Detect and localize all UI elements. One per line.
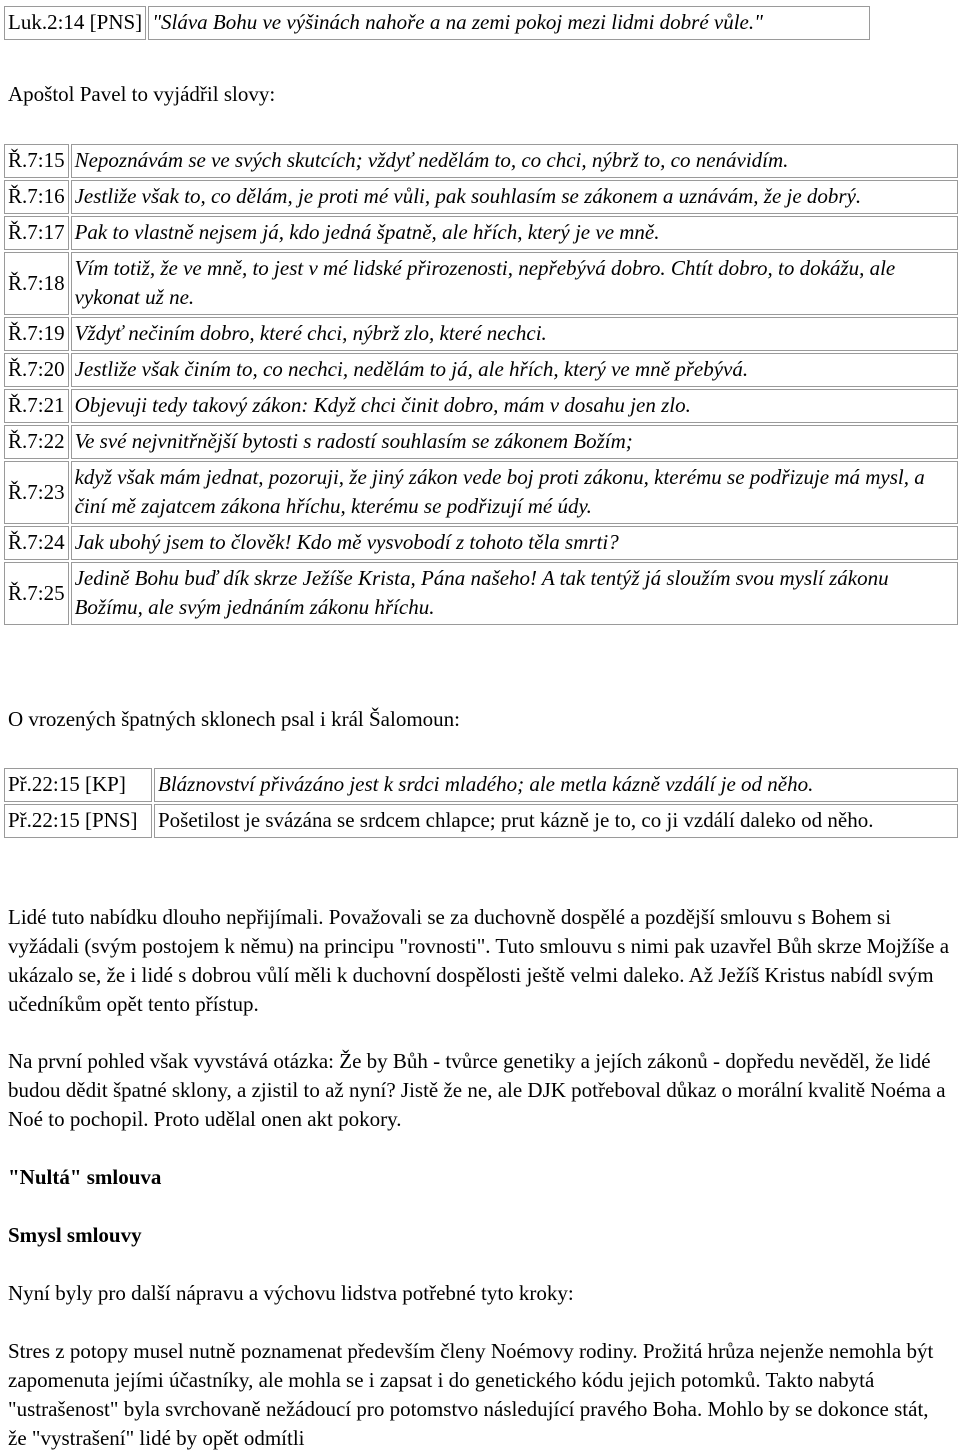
verse-ref: Ř.7:24 (4, 526, 69, 560)
proverbs-table (2, 766, 960, 840)
verse-text: Pak to vlastně nejsem já, kdo jedná špatně, ale hřích, který je ve mně. (71, 216, 958, 250)
section-heading: "Nultá" smlouva (8, 1165, 162, 1189)
romans-verses-table (2, 142, 960, 627)
paragraph: Lidé tuto nabídku dlouho nepřijímali. Považovali se za duchovně dospělé a pozdější smlouvu s Bohem si vyžádali (svým postojem k němu) na principu "rovnosti". Tuto smlouvu s nimi pak uzavřel Bůh skrze Mojžíše a ukázalo se, že i lidé s dobrou vůlí měli k duchovní dospělosti ještě velmi daleko. Až Ježíš Kristus nabídl svým učedníkům opět tento přístup. (8, 905, 950, 1016)
verse-ref: Ř.7:23 (4, 461, 69, 524)
verse-text: Pošetilost je svázána se srdcem chlapce; prut kázně je to, co ji vzdálí daleko od něho. (154, 804, 958, 838)
intro-paul: Apoštol Pavel to vyjádřil slovy: (8, 82, 276, 106)
table-row (4, 180, 958, 214)
verse-ref: Ř.7:22 (4, 425, 69, 459)
table-row (4, 252, 958, 315)
verse-text: Jak ubohý jsem to člověk! Kdo mě vysvobodí z tohoto těla smrti? (71, 526, 958, 560)
luke-quote-table (2, 4, 872, 42)
verse-text: Objevuji tedy takový zákon: Když chci činit dobro, mám v dosahu jen zlo. (71, 389, 958, 423)
table-row (4, 804, 958, 838)
verse-ref: Ř.7:18 (4, 252, 69, 315)
table-row (4, 389, 958, 423)
verse-text: Jestliže však to, co dělám, je proti mé vůli, pak souhlasím se zákonem a uznávám, že je dobrý. (71, 180, 958, 214)
verse-ref: Ř.7:20 (4, 353, 69, 387)
verse-ref: Př.22:15 [KP] (4, 768, 152, 802)
verse-text: když však mám jednat, pozoruji, že jiný zákon vede boj proti zákonu, kterému se podřizuje má mysl, a činí mě zajatcem zákona hříchu, kterému se podřizují mé údy. (71, 461, 958, 524)
verse-text: Bláznovství přivázáno jest k srdci mladého; ale metla kázně vzdálí je od něho. (154, 768, 958, 802)
table-row (4, 144, 958, 178)
verse-text: Vím totiž, že ve mně, to jest v mé lidské přirozenosti, nepřebývá dobro. Chtít dobro, to dokážu, ale vykonat už ne. (71, 252, 958, 315)
paragraph: Na první pohled však vyvstává otázka: Že by Bůh - tvůrce genetiky a jejích zákonů - dopředu nevěděl, že lidé budou dědit špatné sklony, a zjistil to až nyní? Jistě že ne, ale DJK potřeboval důkaz o morální kvalitě Noéma a Noé to pochopil. Proto udělal onen akt pokory. (8, 1049, 946, 1131)
table-row (4, 526, 958, 560)
verse-ref: Ř.7:16 (4, 180, 69, 214)
table-row (4, 6, 870, 40)
verse-ref: Př.22:15 [PNS] (4, 804, 152, 838)
paragraph: Stres z potopy musel nutně poznamenat především členy Noémovy rodiny. Prožitá hrůza nejenže nemohla být zapomenuta jejími účastníky, ale mohla se i zapsat i do genetického kódu jejich potomků. Takto nabytá "ustrašenost" byla svrchovaně nežádoucí pro potomstvo následující pravého Boha. Mohlo by se dokonce stát, že "vystrašení" lidé by opět odmítli (8, 1339, 934, 1450)
subsection-heading: Smysl smlouvy (8, 1223, 142, 1247)
verse-text: Jestliže však činím to, co nechci, nedělám to já, ale hřích, který ve mně přebývá. (71, 353, 958, 387)
verse-ref: Luk.2:14 [PNS] (4, 6, 146, 40)
intro-solomon: O vrozených špatných sklonech psal i král Šalomoun: (8, 707, 460, 731)
verse-text: Ve své nejvnitřnější bytosti s radostí souhlasím se zákonem Božím; (71, 425, 958, 459)
verse-ref: Ř.7:17 (4, 216, 69, 250)
verse-ref: Ř.7:15 (4, 144, 69, 178)
table-row (4, 768, 958, 802)
table-row (4, 317, 958, 351)
table-row (4, 425, 958, 459)
verse-ref: Ř.7:21 (4, 389, 69, 423)
verse-text: Vždyť nečiním dobro, které chci, nýbrž zlo, které nechci. (71, 317, 958, 351)
verse-ref: Ř.7:19 (4, 317, 69, 351)
table-row (4, 216, 958, 250)
verse-ref: Ř.7:25 (4, 562, 69, 625)
paragraph: Nyní byly pro další nápravu a výchovu lidstva potřebné tyto kroky: (8, 1281, 574, 1305)
table-row (4, 461, 958, 524)
verse-text: "Sláva Bohu ve výšinách nahoře a na zemi pokoj mezi lidmi dobré vůle." (148, 6, 870, 40)
table-row (4, 353, 958, 387)
verse-text: Jedině Bohu buď dík skrze Ježíše Krista, Pána našeho! A tak tentýž já sloužím svou myslí zákonu Božímu, ale svým jednáním zákonu hříchu. (71, 562, 958, 625)
table-row (4, 562, 958, 625)
verse-text: Nepoznávám se ve svých skutcích; vždyť nedělám to, co chci, nýbrž to, co nenávidím. (71, 144, 958, 178)
